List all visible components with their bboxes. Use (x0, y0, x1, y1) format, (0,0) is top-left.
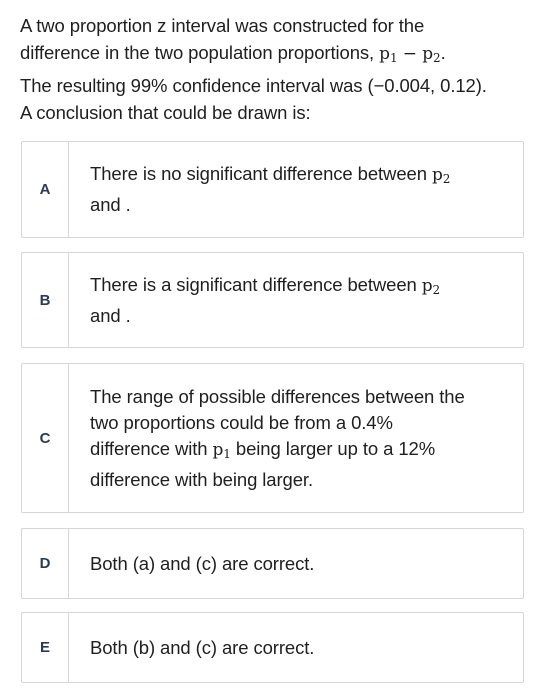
option-body-e (69, 613, 523, 682)
option-body-b (69, 253, 523, 347)
option-text-c (90, 384, 465, 493)
option-e-text: Both (b) and (c) are correct. (90, 636, 315, 658)
question-text (20, 12, 530, 126)
answer-option-d[interactable] (21, 528, 524, 599)
question-line-2-text: difference in the two population proportions, (20, 42, 380, 63)
option-c-var: p (212, 439, 224, 460)
p1-subscript: 1 (389, 51, 398, 65)
option-a-line-1-text: There is no significant difference between (90, 163, 432, 184)
option-letter-c: C (22, 364, 69, 512)
option-body-a (69, 142, 523, 237)
answer-option-b[interactable] (21, 252, 524, 348)
option-text-d (90, 551, 314, 577)
question-line-3: The resulting 99% confidence interval was (−0.004, 0.12). (20, 75, 487, 96)
option-c-line-3-start: difference with (90, 437, 213, 459)
option-a-line-1 (90, 161, 450, 192)
option-body-c (69, 364, 523, 512)
option-letter-b: B (22, 253, 69, 347)
question-line-4: A conclusion that could be drawn is: (20, 102, 311, 123)
p2-letter: p (422, 44, 434, 64)
option-b-var-subscript: 2 (432, 282, 441, 297)
p2-symbol (422, 44, 440, 64)
question-line-1: A two proportion z interval was constructed for the (20, 15, 425, 36)
question-line-2 (20, 39, 530, 72)
option-letter-d: D (22, 529, 69, 598)
option-c-line-2: two proportions could be from a 0.4% (90, 411, 393, 433)
option-body-d (69, 529, 523, 598)
option-b-var: p (421, 275, 433, 296)
p2-subscript: 2 (433, 51, 441, 65)
option-letter-e: E (22, 613, 69, 682)
answer-option-a[interactable] (21, 141, 524, 238)
option-text-e (90, 635, 314, 661)
option-b-p2-symbol (422, 276, 440, 296)
option-c-line-3-end: being larger up to a 12% (230, 437, 436, 459)
option-b-line-1-text: There is a significant difference between (90, 273, 422, 295)
option-c-p1-symbol (213, 440, 231, 460)
option-letter-a: A (22, 142, 69, 237)
option-text-b (90, 272, 440, 329)
p1-letter: p (379, 44, 390, 64)
option-b-line-1 (90, 272, 440, 303)
option-c-line-3 (90, 436, 465, 467)
option-c-var-subscript: 1 (223, 446, 231, 461)
option-a-p2-symbol (432, 165, 450, 185)
answer-option-e[interactable] (21, 612, 524, 683)
option-a-line-2: and . (90, 194, 131, 215)
question-line-2-period: . (440, 42, 446, 63)
option-b-line-2: and . (90, 304, 131, 326)
option-text-a (90, 161, 450, 218)
p1-symbol (379, 44, 397, 64)
answer-option-c[interactable] (21, 363, 524, 513)
option-c-line-1: The range of possible differences between the (90, 385, 465, 407)
minus-sign: − (397, 44, 423, 64)
option-a-var-subscript: 2 (442, 172, 451, 186)
option-d-text: Both (a) and (c) are correct. (90, 552, 315, 574)
option-c-line-4: difference with being larger. (90, 468, 314, 490)
option-a-var: p (431, 165, 443, 185)
